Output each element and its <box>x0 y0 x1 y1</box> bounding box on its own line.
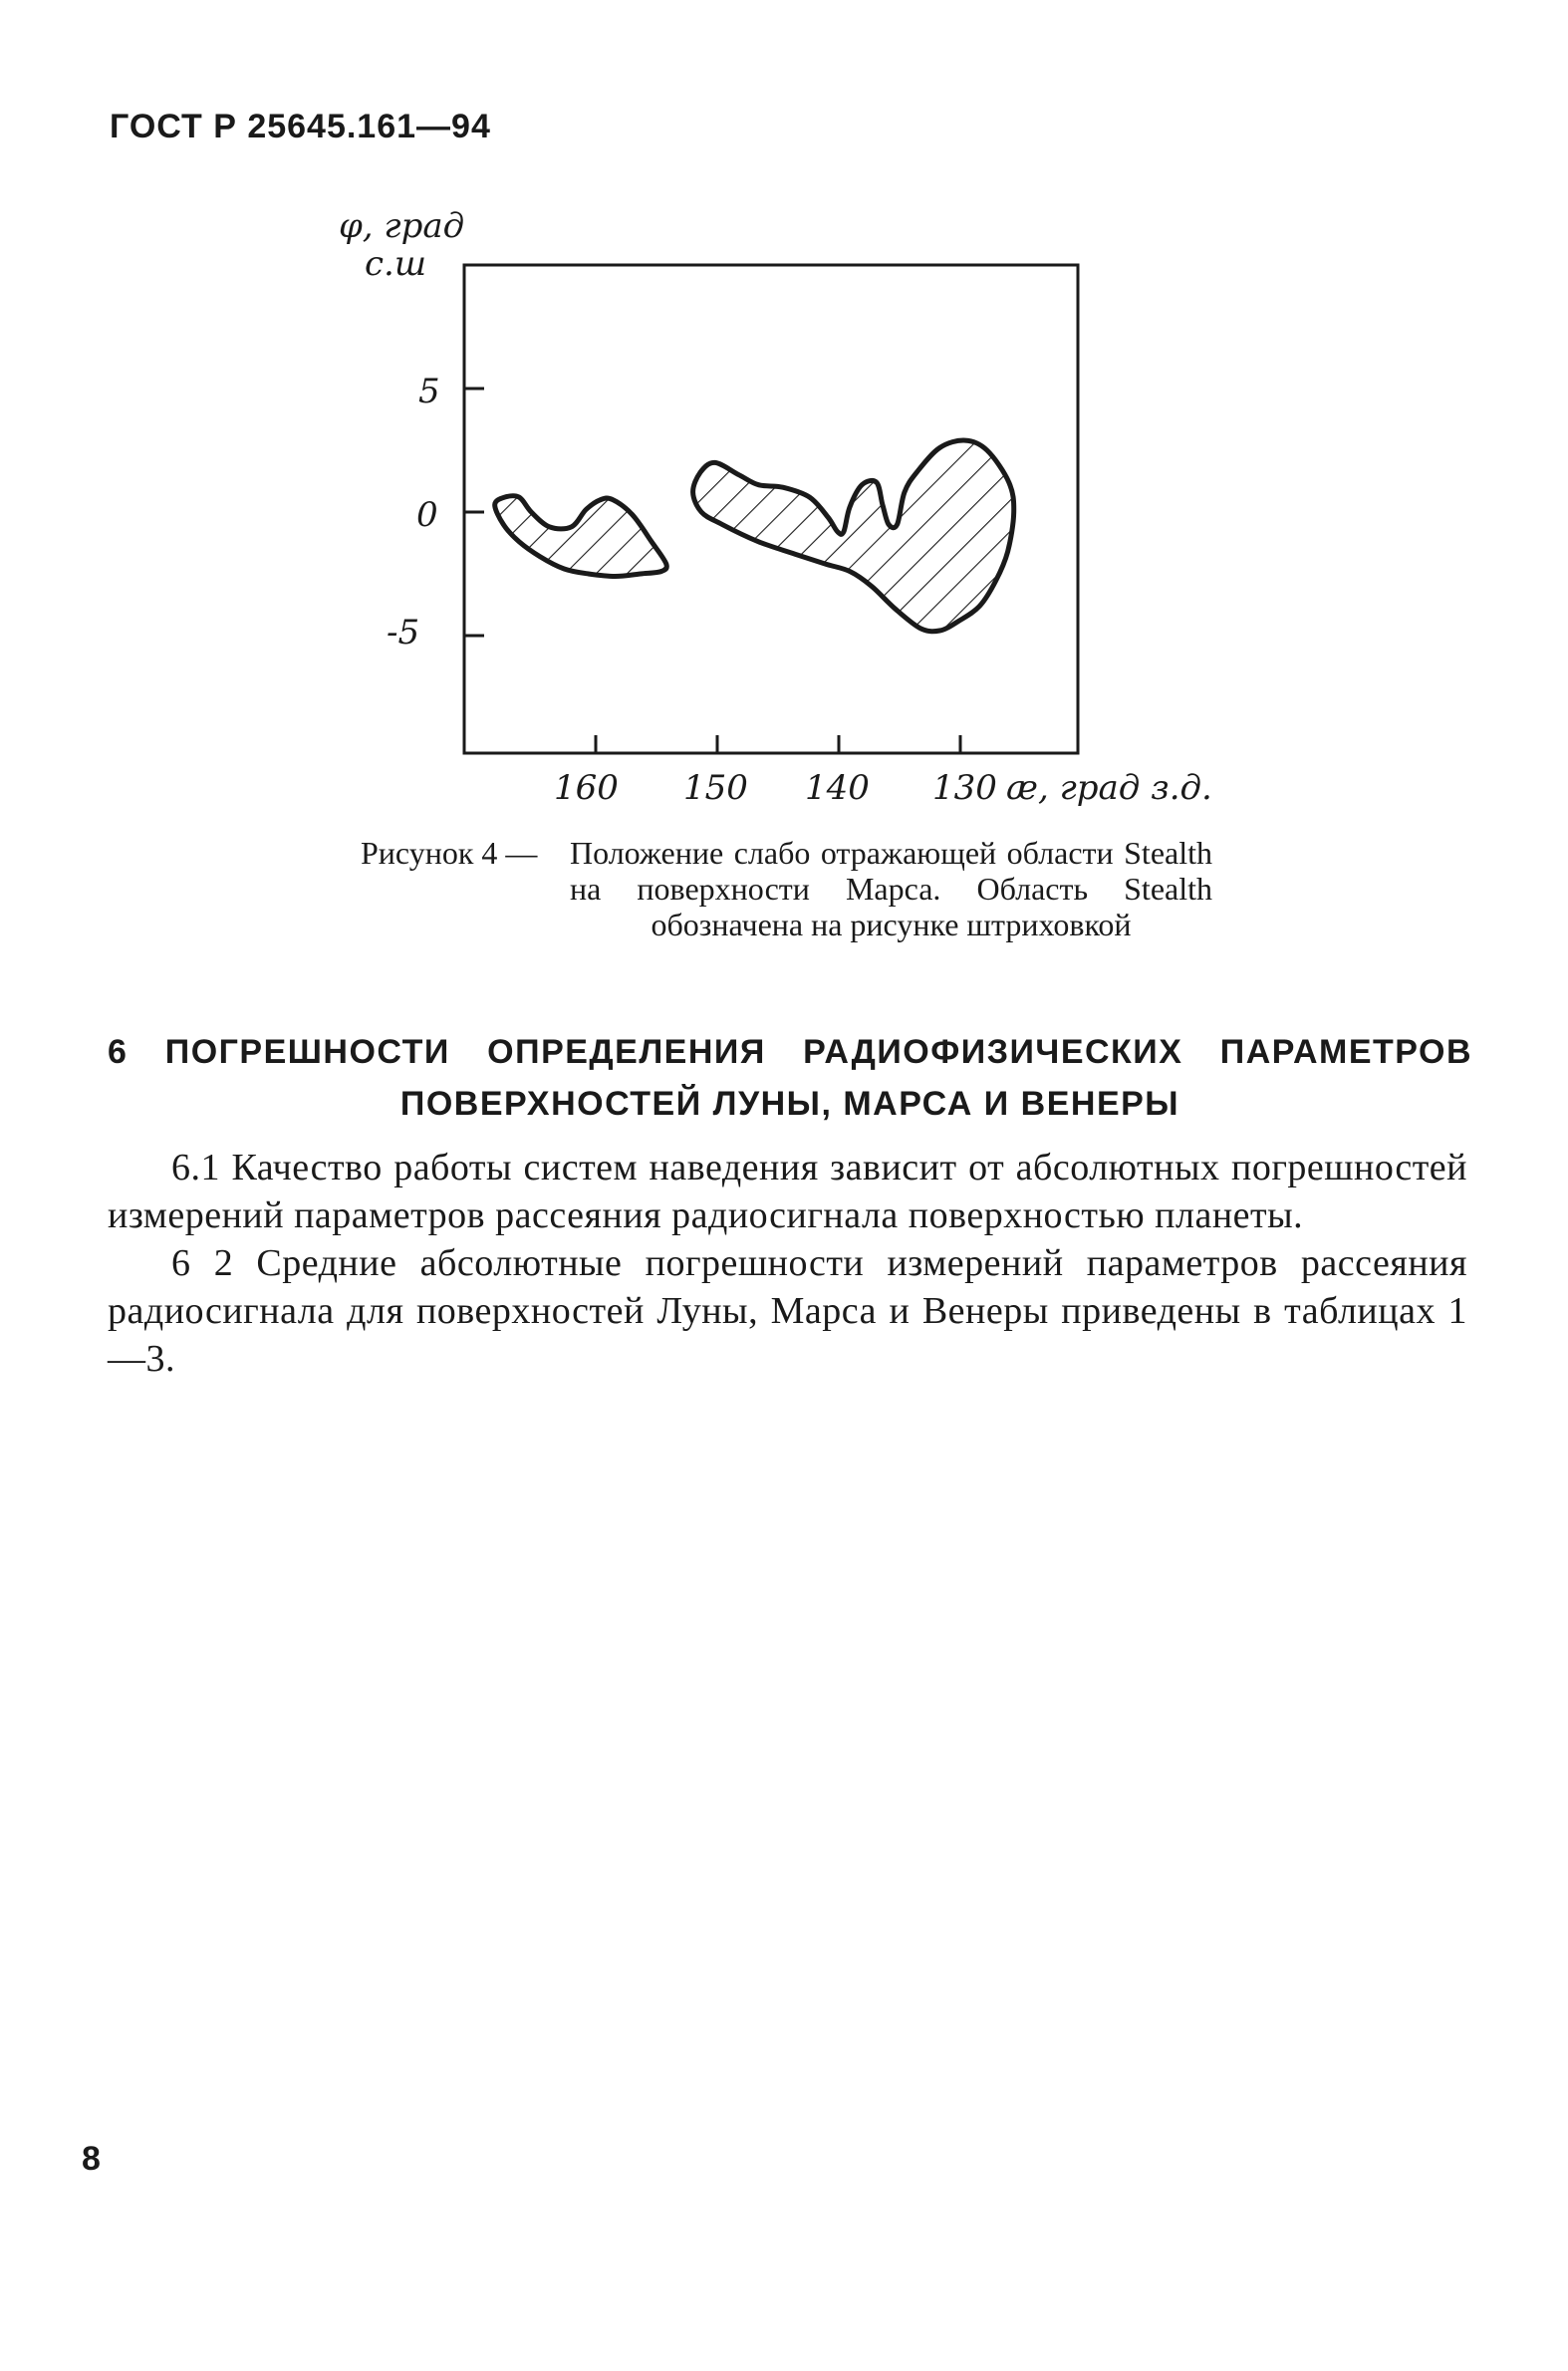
x-tick-label-160: 160 <box>554 768 619 808</box>
section-heading-line2: ПОВЕРХНОСТЕЙ ЛУНЫ, МАРСА И ВЕНЕРЫ <box>399 1085 1180 1123</box>
y-tick-label-minus5: -5 <box>387 613 420 653</box>
stealth-region-west <box>495 496 667 577</box>
section-heading-line1: 6 ПОГРЕШНОСТИ ОПРЕДЕЛЕНИЯ РАДИОФИЗИЧЕСКИХ ПАРАМЕТРОВ <box>108 1033 1472 1071</box>
stealth-region-east <box>693 440 1014 632</box>
y-axis-label: φ, град <box>339 206 465 246</box>
paragraph-6-1: 6.1 Качество работы систем наведения зависит от абсолютных погрешностей измерений параметров рассеяния радиосигнала поверхностью планеты. <box>108 1147 1467 1236</box>
paragraph-6-2: 6 2 Средние абсолютные погрешности измерений параметров рассеяния радиосигнала для поверхностей Луны, Марса и Венеры приведены в таблицах 1—3. <box>108 1242 1467 1380</box>
caption-text: Положение слабо отражающей области Stealth на поверхности Марса. Область Stealth обозначена на рисунке штриховкой <box>570 835 1212 942</box>
x-tick-label-150: 150 <box>683 768 748 808</box>
x-tick-label-140: 140 <box>805 768 870 808</box>
figure-stealth-map <box>319 199 1235 837</box>
caption-label: Рисунок 4 — <box>361 835 538 871</box>
y-tick-label-0: 0 <box>416 495 438 535</box>
page-number: 8 <box>82 2140 101 2178</box>
section-heading <box>108 1026 1472 1130</box>
x-tick-label-130: 130 <box>932 768 997 808</box>
x-axis-label: æ, град з.д. <box>1006 768 1212 808</box>
body-text <box>108 1144 1467 1383</box>
y-tick-label-5: 5 <box>418 372 440 411</box>
stealth-plot <box>319 199 1235 837</box>
y-axis-label-unit: с.ш <box>365 244 427 284</box>
standard-number-header: ГОСТ Р 25645.161—94 <box>110 108 491 145</box>
